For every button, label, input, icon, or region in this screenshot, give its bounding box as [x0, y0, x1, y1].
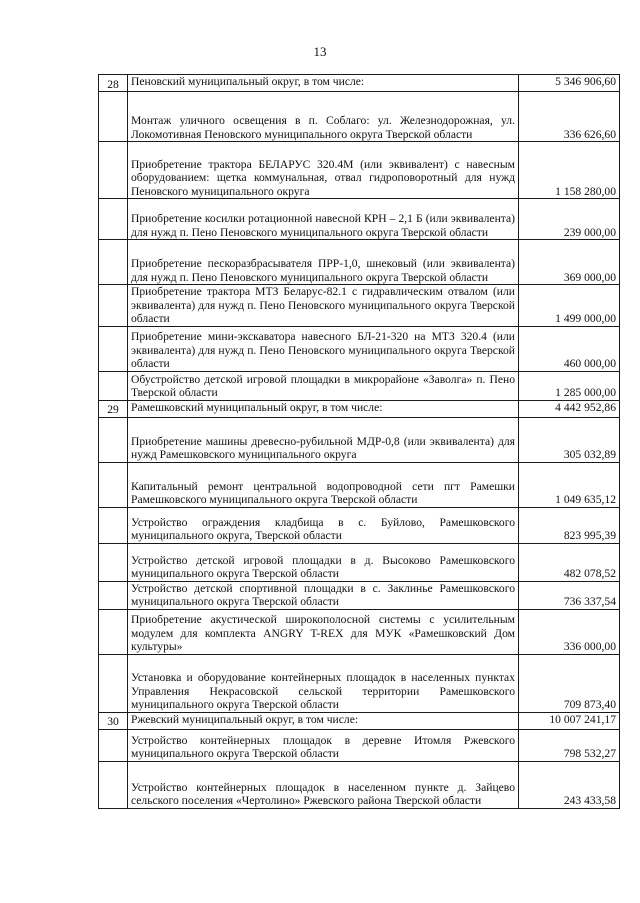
row-description: Приобретение мини-экскаватора навесного БЛ-21-320 на МТЗ 320.4 (или эквивалента) для нужд п. Пено Пеновского муниципального округа Тверской области: [128, 326, 519, 371]
row-description: Приобретение пескоразбрасывателя ПРР-1,0, шнековый (или эквивалента) для нужд п. Пено Пеновского муниципального округа Тверской области: [128, 240, 519, 285]
row-amount: 1 285 000,00: [519, 371, 620, 400]
row-description: Приобретение машины древесно-рубильной МДР-0,8 (или эквивалента) для нужд Рамешковского муниципального округа: [128, 417, 519, 462]
budget-table-body: [99, 75, 620, 809]
table-row: [99, 285, 620, 327]
table-row: [99, 417, 620, 462]
table-row: [99, 240, 620, 285]
row-amount: 10 007 241,17: [519, 712, 620, 729]
row-number: 28: [99, 75, 128, 92]
budget-table: [98, 74, 620, 809]
row-number: [99, 729, 128, 761]
table-row: [99, 729, 620, 761]
row-amount: 336 000,00: [519, 609, 620, 654]
row-description: Пеновский муниципальный округ, в том числе:: [128, 75, 519, 92]
table-row: [99, 507, 620, 543]
table-row: [99, 462, 620, 507]
row-number: [99, 507, 128, 543]
row-number: [99, 761, 128, 808]
row-amount: 798 532,27: [519, 729, 620, 761]
row-amount: 709 873,40: [519, 654, 620, 712]
row-description: Обустройство детской игровой площадки в микрорайоне «Заволга» п. Пено Тверской области: [128, 371, 519, 400]
row-description: Устройство контейнерных площадок в населенном пункте д. Зайцево сельского поселения «Чертолино» Ржевского района Тверской области: [128, 761, 519, 808]
table-row: [99, 761, 620, 808]
row-description: Устройство детской игровой площадки в д. Высоково Рамешковского муниципального округа Тверской области: [128, 543, 519, 581]
table-row: [99, 654, 620, 712]
row-number: [99, 462, 128, 507]
row-description: Рамешковский муниципальный округ, в том числе:: [128, 400, 519, 417]
row-amount: 1 158 280,00: [519, 142, 620, 199]
row-number: [99, 654, 128, 712]
row-description: Приобретение косилки ротационной навесной КРН – 2,1 Б (или эквивалента) для нужд п. Пено Пеновского муниципального округа Тверской области: [128, 199, 519, 240]
table-row: [99, 581, 620, 609]
row-description: Приобретение акустической широкополосной системы с усилительным модулем для комплекта ANGRY T-REX для МУК «Рамешковский Дом культуры»: [128, 609, 519, 654]
row-description: Приобретение трактора МТЗ Беларус-82.1 с гидравлическим отвалом (или эквивалента) для нужд п. Пено Пеновского муниципального округа Тверской области: [128, 285, 519, 327]
row-number: 30: [99, 712, 128, 729]
row-amount: 460 000,00: [519, 326, 620, 371]
row-number: [99, 240, 128, 285]
row-amount: 4 442 952,86: [519, 400, 620, 417]
row-amount: 336 626,60: [519, 92, 620, 142]
row-number: [99, 609, 128, 654]
row-amount: 482 078,52: [519, 543, 620, 581]
row-description: Устройство ограждения кладбища в с. Буйлово, Рамешковского муниципального округа, Тверской области: [128, 507, 519, 543]
row-amount: 243 433,58: [519, 761, 620, 808]
row-description: Приобретение трактора БЕЛАРУС 320.4М (или эквивалент) с навесным оборудованием: щетка коммунальная, отвал гидроповоротный для нужд Пеновского муниципального округа: [128, 142, 519, 199]
row-description: Установка и оборудование контейнерных площадок в населенных пунктах Управления Некрасовской сельской территории Рамешковского муниципального округа Тверской области: [128, 654, 519, 712]
row-description: Ржевский муниципальный округ, в том числе:: [128, 712, 519, 729]
row-description: Капитальный ремонт центральной водопроводной сети пгт Рамешки Рамешковского муниципального округа Тверской области: [128, 462, 519, 507]
row-number: [99, 285, 128, 327]
row-description: Монтаж уличного освещения в п. Соблаго: ул. Железнодорожная, ул. Локомотивная Пеновского муниципального округа Тверской области: [128, 92, 519, 142]
table-group-row: [99, 400, 620, 417]
row-amount: 369 000,00: [519, 240, 620, 285]
row-amount: 736 337,54: [519, 581, 620, 609]
row-amount: 5 346 906,60: [519, 75, 620, 92]
row-amount: 823 995,39: [519, 507, 620, 543]
row-description: Устройство детской спортивной площадки в с. Заклинье Рамешковского муниципального округа Тверской области: [128, 581, 519, 609]
row-amount: 1 049 635,12: [519, 462, 620, 507]
table-row: [99, 142, 620, 199]
row-amount: 305 032,89: [519, 417, 620, 462]
row-description: Устройство контейнерных площадок в деревне Итомля Ржевского муниципального округа Тверской области: [128, 729, 519, 761]
row-amount: 239 000,00: [519, 199, 620, 240]
page-number: 13: [313, 44, 327, 59]
row-number: [99, 326, 128, 371]
row-number: [99, 543, 128, 581]
table-row: [99, 371, 620, 400]
row-number: [99, 92, 128, 142]
table-row: [99, 199, 620, 240]
table-group-row: [99, 75, 620, 92]
row-number: [99, 581, 128, 609]
row-number: [99, 417, 128, 462]
table-row: [99, 543, 620, 581]
row-number: [99, 371, 128, 400]
table-row: [99, 609, 620, 654]
row-number: [99, 199, 128, 240]
row-number: [99, 142, 128, 199]
row-amount: 1 499 000,00: [519, 285, 620, 327]
table-row: [99, 326, 620, 371]
row-number: 29: [99, 400, 128, 417]
table-group-row: [99, 712, 620, 729]
table-row: [99, 92, 620, 142]
